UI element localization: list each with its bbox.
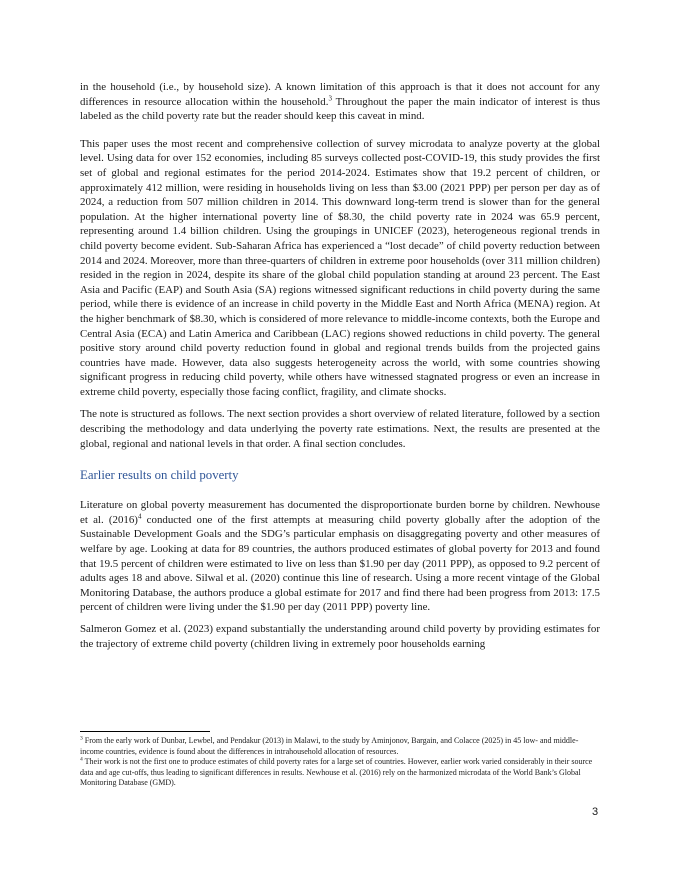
footnote-reference-4[interactable]: 4 bbox=[137, 512, 142, 521]
paragraph-text: conducted one of the first attempts at measuring child poverty globally after the adoption of the Sustainable Development Goals and the SDG’s particular emphasis on disaggregating poverty and other measures of welfare by age. Looking at data for 89 countries, the authors produced estimates of global poverty for 2013 and found that 19.5 percent of children were estimated to live on less than $1.90 per day (2011 PPP), as opposed to 9.2 percent of adults ages 18 and above. Silwal et al. (2020) continue this line of research. Using a more recent vintage of the Global Monitoring Database, the authors produce a global estimate for 2017 and find there had been progress from 2013: 17.5 percent of children were living under the $1.90 per day (2011 PPP) poverty line. bbox=[80, 513, 601, 614]
paragraph-literature bbox=[80, 498, 600, 615]
footnote-3 bbox=[80, 736, 600, 757]
paragraph-intro-continuation bbox=[80, 80, 600, 124]
paragraph-text: Literature on global poverty measurement has documented the disproportionate burden borne by children. Newhouse et al. (2016) bbox=[80, 499, 600, 526]
footnote-text: Their work is not the first one to produce estimates of child poverty rates for a large set of countries. However, earlier work varied considerably in their source data and age cut-offs, thus leading to significant differences in results. Newhouse et al. (2016) rely on the harmonized microdata of the World Bank’s Global Monitoring Database (GMD). bbox=[80, 757, 593, 788]
paragraph-overview: This paper uses the most recent and comprehensive collection of survey microdata to analyze poverty at the global level. Using data for over 152 economies, including 85 surveys collected post-COVID-19, this study provides the first set of global and regional estimates for the period 2014-2024. Estimates show that 19.2 percent of children, or approximately 412 million, were residing in households living on less than $3.00 (2021 PPP) per person per day as of 2024, a reduction from 507 million children in 2014. This downward long-term trend is slower than for the general population. At the higher international poverty line of $8.30, the child poverty rate in 2024 was 65.9 percent, representing around 1.4 billion children. Using the groupings in UNICEF (2023), heterogeneous regional trends in child poverty become evident. Sub-Saharan Africa has experienced a “lost decade” of child poverty reduction between 2014 and 2024. Moreover, more than three-quarters of children in extreme poor households (over 311 million children) resided in the region in 2024, despite its share of the global child population standing at around 23 percent. The East Asia and Pacific (EAP) and South Asia (SA) regions witnessed significant reductions in child poverty during the same period, while there is evidence of an increase in child poverty in the Middle East and North Africa (MENA) region. At the higher benchmark of $8.30, which is considered of more relevance to middle-income contexts, both the Europe and Central Asia (ECA) and Latin America and Caribbean (LAC) regions showed reductions in child poverty. The general positive story around child poverty reduction found in global and regional trends builds from the projected gains countries have made. However, data also suggests heterogeneity across the world, with some countries showing significant progress in reducing child poverty, while others have witnessed stagnated progress or even an increase in extreme child poverty, especially those facing conflict, fragility, and climate shocks. bbox=[80, 137, 600, 398]
body-text bbox=[80, 80, 600, 651]
footnote-number: 3 bbox=[80, 735, 83, 742]
paragraph-text: Throughout the paper the main indicator of interest is thus labeled as the child poverty rate but the reader should keep this caveat in mind. bbox=[80, 95, 600, 123]
paragraph-salmeron: Salmeron Gomez et al. (2023) expand substantially the understanding around child poverty by providing estimates for the trajectory of extreme child poverty (children living in extremely poor households earning bbox=[80, 623, 600, 650]
footnote-number: 4 bbox=[80, 756, 83, 763]
footnotes bbox=[80, 731, 600, 789]
page-number: 3 bbox=[592, 806, 599, 818]
footnote-divider bbox=[80, 731, 210, 732]
paragraph-text: in the household (i.e., by household size). A known limitation of this approach is that it does not account for any differences in resource allocation within the household. bbox=[80, 81, 600, 108]
footnote-reference-3[interactable]: 3 bbox=[328, 93, 332, 102]
footnote-text: From the early work of Dunbar, Lewbel, and Pendakur (2013) in Malawi, to the study by Aminjonov, Bargain, and Colacce (2025) in 45 low- and middle-income countries, evidence is found about the differences in intrahousehold allocation of resources. bbox=[80, 736, 579, 756]
section-heading: Earlier results on child poverty bbox=[80, 468, 239, 483]
footnote-4 bbox=[80, 757, 600, 789]
paragraph-structure: The note is structured as follows. The next section provides a short overview of related literature, followed by a section describing the methodology and data underlying the poverty rate estimations. Next, the results are presented at the global, regional and national levels in that order. A final section concludes. bbox=[80, 408, 600, 450]
